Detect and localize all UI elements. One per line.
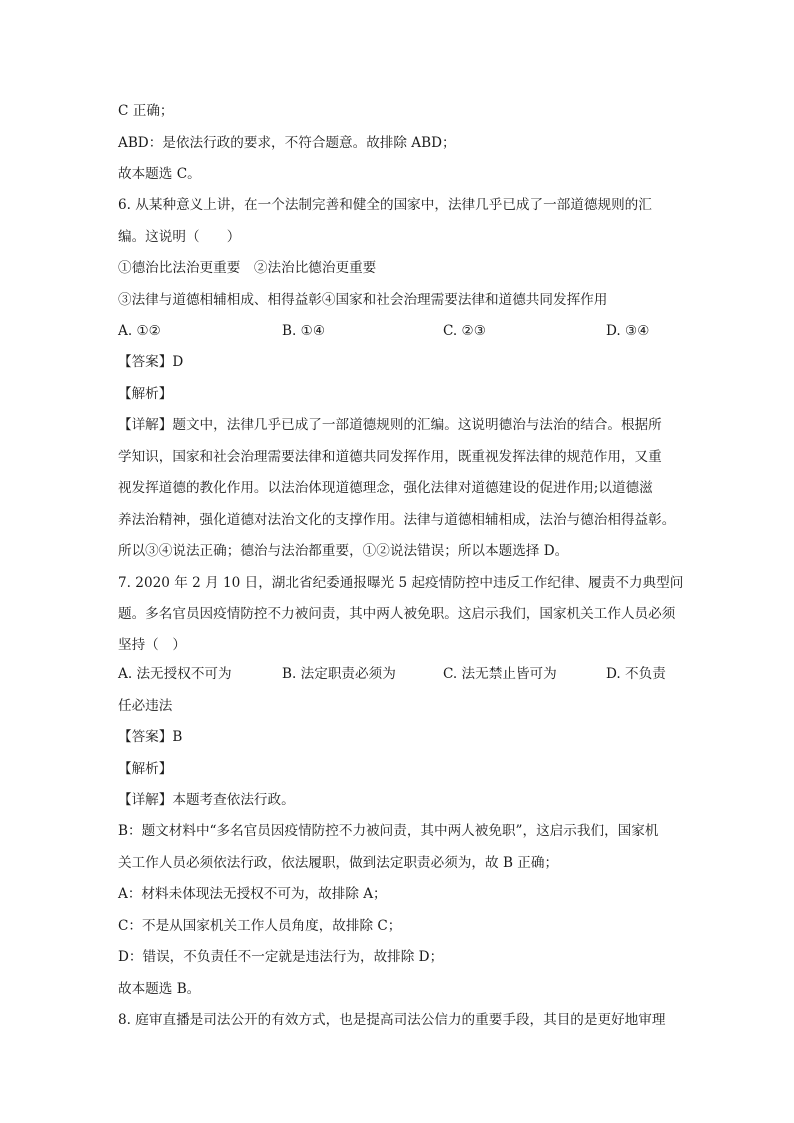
q6-option-d: D. ③④: [606, 323, 650, 339]
q7-detail-line: 故本题选 B。: [118, 981, 201, 997]
question-7-stem-cont: 题。多名官员因疫情防控不力被问责，其中两人被免职。这启示我们，国家机关工作人员必须: [118, 606, 676, 622]
q6-detail-line: 所以③④说法正确；德治与法治都重要，①②说法错误；所以本题选择 D。: [118, 543, 569, 559]
q7-option-d-wrap: 任必违法: [118, 698, 173, 714]
q7-detail-line: A：材料未体现法无授权不可为，故排除 A；: [118, 886, 387, 902]
q7-detail-line: 【详解】本题考查依法行政。: [118, 792, 295, 808]
q7-detail-line: D：错误，不负责任不一定就是违法行为，故排除 D；: [118, 949, 444, 965]
q7-option-b: B. 法定职责必须为: [282, 666, 396, 682]
question-6-stem-cont: 编。这说明（ ）: [118, 229, 241, 245]
q6-analysis-title: 【解析】: [118, 386, 173, 402]
q7-detail-line: 关工作人员必须依法行政，依法履职，做到法定职责必须为，故 B 正确；: [118, 855, 559, 871]
q7-option-a: A. 法无授权不可为: [118, 666, 232, 682]
question-6-statements: ①德治比法治更重要 ②法治比德治更重要: [118, 260, 377, 276]
text-line: 故本题选 C。: [118, 166, 201, 182]
q7-analysis-title: 【解析】: [118, 761, 173, 777]
text-line: C 正确；: [118, 103, 174, 119]
q6-detail-line: 视发挥道德的教化作用。以法治体现道德理念，强化法律对道德建设的促进作用;以道德滋: [118, 480, 653, 496]
q7-answer: 【答案】B: [118, 729, 183, 745]
q6-option-b: B. ①④: [282, 323, 326, 339]
question-8-stem: 8. 庭审直播是司法公开的有效方式，也是提高司法公信力的重要手段，其目的是更好地审理: [118, 1012, 666, 1028]
q6-detail-line: 学知识，国家和社会治理需要法律和道德共同发挥作用，既重视发挥法律的规范作用，又重: [118, 449, 662, 465]
q6-detail-line: 养法治精神，强化道德对法治文化的支撑作用。法律与道德相辅相成，法治与德治相得益彰。: [118, 512, 676, 528]
q6-detail-line: 【详解】题文中，法律几乎已成了一部道德规则的汇编。这说明德治与法治的结合。根据所: [118, 417, 662, 433]
question-6-stem: 6. 从某种意义上讲，在一个法制完善和健全的国家中，法律几乎已成了一部道德规则的汇: [118, 197, 652, 213]
q7-detail-line: C：不是从国家机关工作人员角度，故排除 C；: [118, 918, 402, 934]
q6-option-c: C. ②③: [443, 323, 486, 339]
q7-option-c: C. 法无禁止皆可为: [443, 666, 557, 682]
question-6-statements: ③法律与道德相辅相成、相得益彰④国家和社会治理需要法律和道德共同发挥作用: [118, 292, 608, 308]
text-line: ABD：是依法行政的要求，不符合题意。故排除 ABD；: [118, 135, 456, 151]
q7-detail-line: B：题文材料中“多名官员因疫情防控不力被问责，其中两人被免职”，这启示我们，国家机: [118, 823, 659, 839]
q7-option-d: D. 不负责: [606, 666, 666, 682]
q6-option-a: A. ①②: [118, 323, 161, 339]
question-7-stem-cont: 坚持（ ）: [118, 637, 186, 653]
q6-answer: 【答案】D: [118, 354, 184, 370]
question-7-stem: 7. 2020 年 2 月 10 日，湖北省纪委通报曝光 5 起疫情防控中违反工作纪律、履责不力典型问: [118, 575, 684, 591]
